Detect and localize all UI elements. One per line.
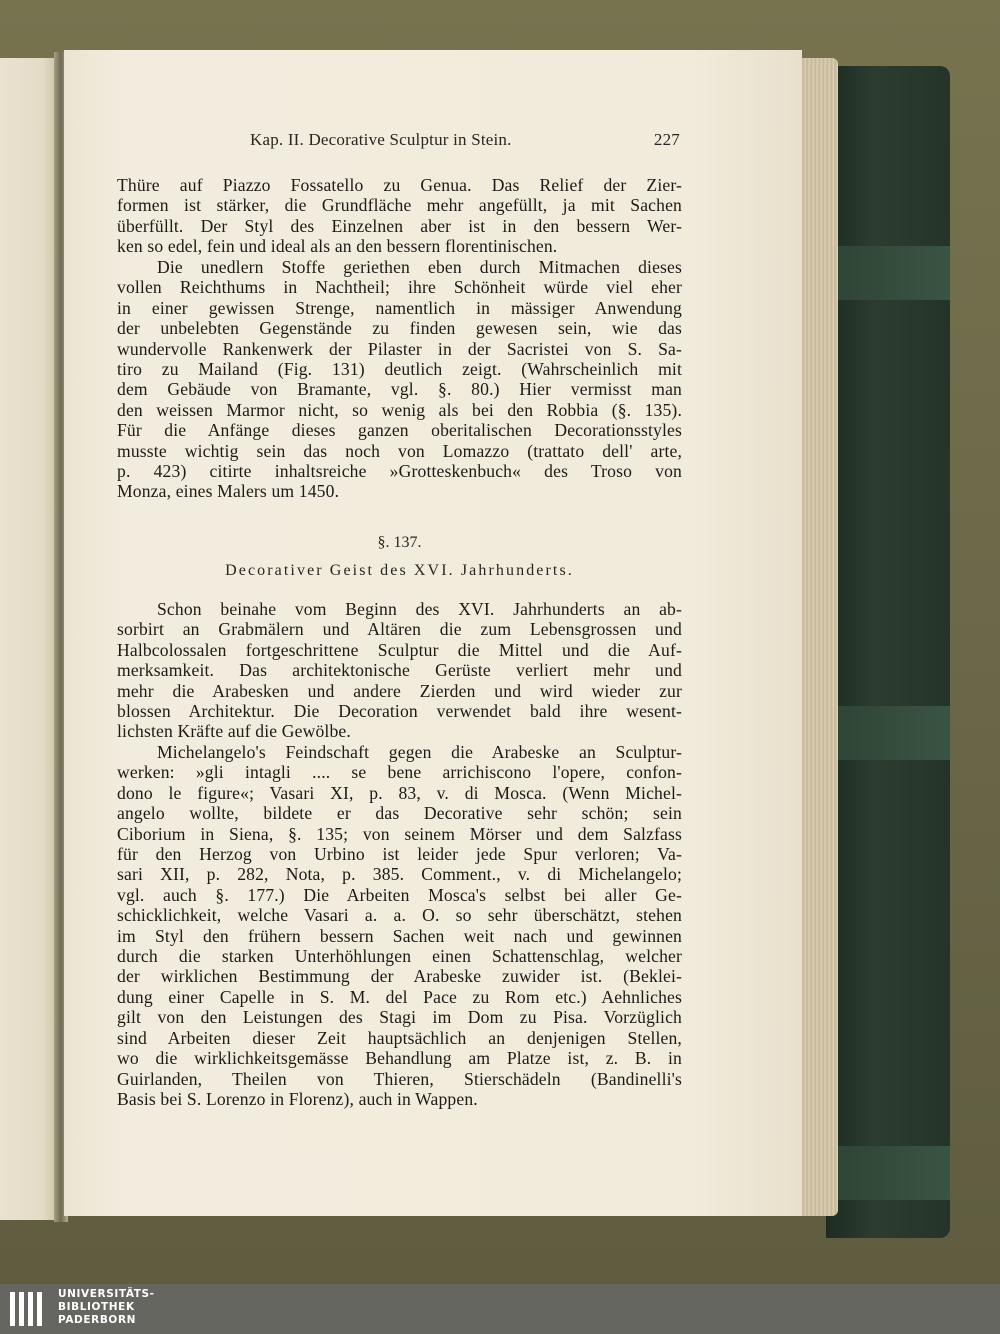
text-line: p. 423) citirte inhaltsreiche »Grotteskenbuch« des Troso von <box>117 461 682 482</box>
paragraph-3 <box>117 599 682 742</box>
library-logo-icon <box>8 1288 48 1330</box>
page-number: 227 <box>653 130 680 149</box>
library-name-line: BIBLIOTHEK <box>58 1301 135 1313</box>
paragraph-1 <box>117 175 682 257</box>
text-line: Thüre auf Piazzo Fossatello zu Genua. Das Relief der Zier- <box>117 175 682 195</box>
paragraph-4 <box>117 742 682 1109</box>
text-line: Michelangelo's Feindschaft gegen die Arabeske an Sculptur- <box>157 742 682 762</box>
cover-band <box>836 1146 950 1200</box>
text-line: gilt von den Leistungen des Stagi im Dom zu Pisa. Vorzüglich <box>117 1007 682 1028</box>
text-line: Halbcolossalen fortgeschrittene Sculptur die Mittel und die Auf- <box>117 639 682 660</box>
section-title: Decorativer Geist des XVI. Jahrhunderts. <box>225 562 574 579</box>
library-name-line: UNIVERSITÄTS- <box>58 1288 155 1300</box>
text-line: im Styl den frühern bessern Sachen weit nach und gewinnen <box>117 925 682 946</box>
paragraph-2 <box>117 257 682 502</box>
text-line: tiro zu Mailand (Fig. 131) deutlich zeigt. (Wahrscheinlich mit <box>117 359 682 380</box>
text-line: Für die Anfänge dieses ganzen oberitalischen Decorationsstyles <box>117 420 682 441</box>
text-line: sari XII, p. 282, Nota, p. 385. Comment., v. di Michelangelo; <box>117 864 682 885</box>
text-line: mehr die Arabesken und andere Zierden und wird wieder zur <box>117 680 682 701</box>
text-line: formen ist stärker, die Grundfläche mehr angefüllt, ja mit Sachen <box>117 195 682 216</box>
text-line: wundervolle Rankenwerk der Pilaster in der Sacristei von S. Sa- <box>117 338 682 359</box>
text-line: Guirlanden, Theilen von Thieren, Stierschädeln (Bandinelli's <box>117 1068 682 1089</box>
text-line: in einer gewissen Strenge, namentlich in mässiger Anwendung <box>117 297 682 318</box>
library-footer <box>0 1284 1000 1334</box>
text-line: schicklichkeit, welche Vasari a. a. O. so sehr überschätzt, stehen <box>117 905 682 926</box>
text-line: dung einer Capelle in S. M. del Pace zu Rom etc.) Aehnliches <box>117 986 682 1007</box>
text-line: der wirklichen Bestimmung der Arabeske zuwider ist. (Beklei- <box>117 966 682 987</box>
text-line: durch die starken Unterhöhlungen einen Schattenschlag, welcher <box>117 946 682 967</box>
text-line: dono le figure«; Vasari XI, p. 83, v. di Mosca. (Wenn Michel- <box>117 782 682 803</box>
text-line: ken so edel, fein und ideal als an den bessern florentinischen. <box>117 236 558 257</box>
text-line: Schon beinahe vom Beginn des XVI. Jahrhunderts an ab- <box>157 599 682 619</box>
text-line: überfüllt. Der Styl des Einzelnen aber ist in den bessern Wer- <box>117 215 682 236</box>
text-line: der unbelebten Gegenstände zu finden gewesen sein, wie das <box>117 318 682 339</box>
text-line: vgl. auch §. 177.) Die Arbeiten Mosca's selbst bei aller Ge- <box>117 884 682 905</box>
text-line: sind Arbeiten dieser Zeit hauptsächlich an denjenigen Stellen, <box>117 1027 682 1048</box>
text-line: angelo wollte, bildete er das Decorative sehr schön; sein <box>117 803 682 824</box>
running-header <box>250 130 680 150</box>
page-edges <box>800 58 838 1216</box>
text-line: Basis bei S. Lorenzo in Florenz), auch in Wappen. <box>117 1088 478 1109</box>
book-cover <box>826 66 950 1238</box>
text-line: werken: »gli intagli .... se bene arrichiscono l'opere, confon- <box>117 762 682 783</box>
text-line: sorbirt an Grabmälern und Altären die zum Lebensgrossen und <box>117 619 682 640</box>
text-line: vollen Reichthums in Nachtheil; ihre Schönheit würde viel eher <box>117 277 682 298</box>
text-line: merksamkeit. Das architektonische Gerüste verliert mehr und <box>117 660 682 681</box>
text-line: blossen Architektur. Die Decoration verwendet bald ihre wesent- <box>117 701 682 722</box>
text-line: lichsten Kräfte auf die Gewölbe. <box>117 721 351 742</box>
text-line: Die unedlern Stoffe geriethen eben durch Mitmachen dieses <box>157 257 682 277</box>
text-line: Monza, eines Malers um 1450. <box>117 481 340 502</box>
text-line: den weissen Marmor nicht, so wenig als bei den Robbia (§. 135). <box>117 399 682 420</box>
text-line: dem Gebäude von Bramante, vgl. §. 80.) Hier vermisst man <box>117 379 682 400</box>
left-page-edge <box>0 58 60 1220</box>
library-name-line: PADERBORN <box>58 1314 137 1326</box>
cover-band <box>836 706 950 760</box>
text-line: Ciborium in Siena, §. 135; von seinem Mörser und dem Salzfass <box>117 823 682 844</box>
text-line: musste wichtig sein das noch von Lomazzo (trattato dell' arte, <box>117 440 682 461</box>
text-line: wo die wirklichkeitsgemässe Behandlung am Platze ist, z. B. in <box>117 1048 682 1069</box>
section-number: §. 137. <box>377 534 422 551</box>
text-line: für den Herzog von Urbino ist leider jede Spur verloren; Va- <box>117 844 682 865</box>
library-name <box>58 1288 155 1327</box>
running-title: Kap. II. Decorative Sculptur in Stein. <box>250 130 512 149</box>
cover-band <box>836 246 950 300</box>
